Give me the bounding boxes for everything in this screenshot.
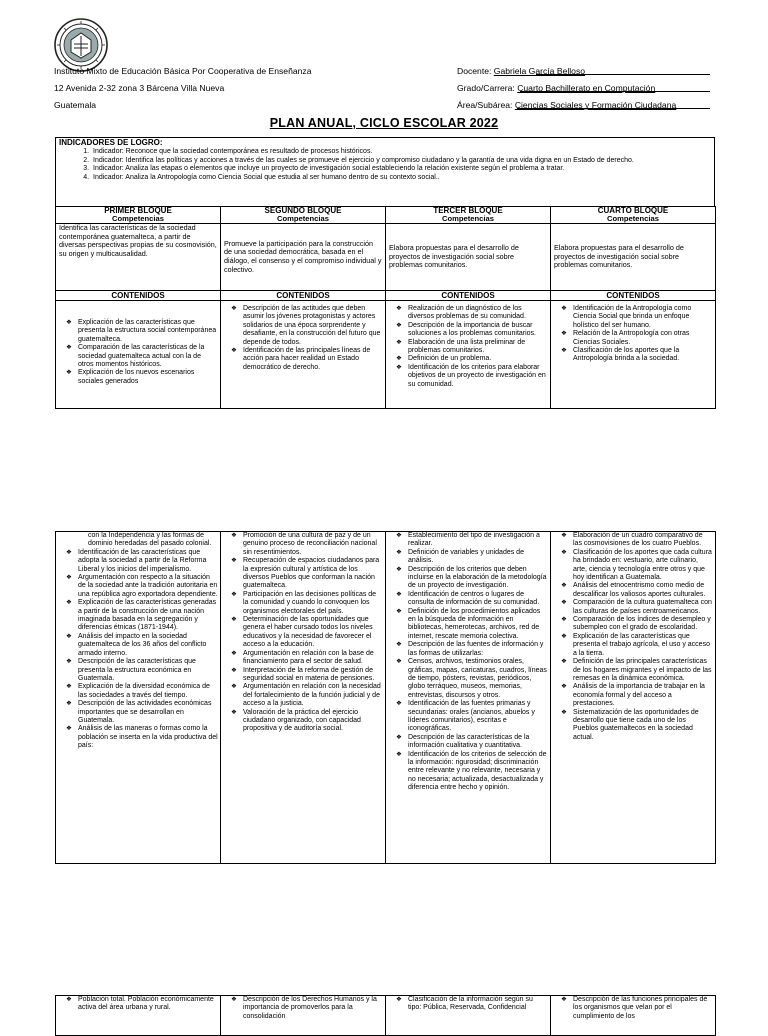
area-value: Ciencias Sociales y Formación Ciudadana [514, 100, 677, 110]
grado-value: Cuarto Bachillerato en Computación [517, 83, 656, 93]
contenido-item: ❖ Descripción de las características de la información cualitativa y cuantitativa. [408, 734, 548, 751]
bloque-heading: TERCER BLOQUE [386, 207, 551, 216]
contenidos-list [58, 549, 218, 751]
contenido-item: ❖ Realización de un diagnóstico de los diversos problemas de su comunidad. [408, 305, 548, 322]
grado-row [457, 83, 655, 94]
contenidos-cell [551, 301, 716, 409]
contenido-item: ❖ Promoción de una cultura de paz y de un genuino proceso de reconciliación nacional sin resentimientos. [243, 532, 383, 557]
contenidos-list [58, 996, 218, 1013]
bloque-heading: CUARTO BLOQUE [551, 207, 716, 216]
grado-underline [520, 91, 710, 92]
contenido-item: ❖ Clasificación de la información según su tipo: Pública, Reservada, Confidencial [408, 996, 548, 1013]
contenido-item: ❖ Población total. Población económicamente activa del área urbana y rural. [78, 996, 218, 1013]
contenidos-label: CONTENIDOS [221, 291, 386, 301]
contenidos-cell [56, 996, 221, 1036]
contenidos-cell [221, 996, 386, 1036]
contenidos-label: CONTENIDOS [551, 291, 716, 301]
bloque-heading: SEGUNDO BLOQUE [221, 207, 386, 216]
contenidos-list [223, 996, 383, 1021]
contenido-item: ❖ Definición de variables y unidades de análisis. [408, 549, 548, 566]
competencia-text: Promueve la participación para la construcción de una sociedad democrática, basada en el diálogo, el consenso y el compromiso individual y colectivo. [221, 224, 386, 291]
indicador-item: 2. Indicador: Identifica las políticas y acciones a través de las cuales se promueve el ejercicio y compromiso ciudadano y la garantía de una vida digna en un Estado de derecho. [91, 157, 711, 165]
contenidos-list [553, 305, 713, 364]
indicadores-table [55, 137, 715, 207]
contenidos-cell [56, 532, 221, 864]
indicador-item: 1. Indicador: Reconoce que la sociedad contemporánea es resultado de procesos históricos. [91, 148, 711, 156]
area-label: Área/Subárea: [457, 100, 513, 110]
indicador-item: 3. Indicador: Analiza las etapas o elementos que incluye un proyecto de investigación social estableciendo la relación existente según el problema a tratar. [91, 165, 711, 173]
contenido-item: ❖ Argumentación en relación con la base de financiamiento para el sector de salud. [243, 650, 383, 667]
contenido-item: ❖ Argumentación con respecto a la situación de la sociedad ante la tradición autoritaria en una república agro exportadora dependiente. [78, 574, 218, 599]
competencias-label: Competencias [56, 215, 221, 224]
contenidos-cell [386, 301, 551, 409]
contenido-item: ❖ Análisis del impacto en la sociedad guatemalteca de los 36 años del conflicto armado interno. [78, 633, 218, 658]
contenido-item: ❖ Identificación de los criterios para elaborar objetivos de un proyecto de investigación en su comunidad. [408, 364, 548, 389]
indicador-item: 4. Indicador: Analiza la Antropología como Ciencia Social que estudia al ser humano dentro de su contexto social.. [91, 174, 711, 182]
contenido-item: ❖ Explicación de las características que presenta la estructura social contemporánea guatemalteca. [78, 319, 218, 344]
contenido-item: ❖ Elaboración de un cuadro comparativo de las cosmovisiones de los cuatro Pueblos. [573, 532, 713, 549]
continued-text: con la Independencia y las formas de dominio heredadas del pasado colonial. [88, 532, 212, 548]
contenido-item: ❖ Identificación de las fuentes primarias y secundarias: orales (ancianos, abuelos y líderes comunitarios), escritas e iconográficas. [408, 700, 548, 734]
competencia-text: Elabora propuestas para el desarrollo de proyectos de investigación social sobre problemas comunitarios. [551, 224, 716, 291]
contenidos-list [553, 532, 713, 742]
contenido-item: ❖ Identificación de las principales líneas de acción para hacer realidad un Estado democrático de derecho. [243, 347, 383, 372]
contenido-item: ❖ Participación en las decisiones políticas de la comunidad y cuando lo convoquen los organismos electorales del país. [243, 591, 383, 616]
contenido-item: ❖ Descripción de los criterios que deben incluirse en la elaboración de la metodología de un proyecto de investigación. [408, 566, 548, 591]
contenido-item: ❖ Identificación de la Antropología como Ciencia Social que brinda un enfoque holístico del ser humano. [573, 305, 713, 330]
contenido-item: ❖ Descripción de las funciones principales de los organismos que velan por el cumplimiento de los [573, 996, 713, 1021]
contenidos-list [388, 305, 548, 389]
contenidos-list [388, 996, 548, 1013]
contenido-item: ❖ Clasificación de los aportes que la Antropología brinda a la sociedad. [573, 347, 713, 364]
contenidos-table-page3 [55, 995, 716, 1036]
bloques-table-page1 [55, 206, 716, 409]
contenido-item: ❖ Descripción de las características que presenta la estructura económica en Guatemala. [78, 658, 218, 683]
contenido-item: ❖ Descripción de la importancia de buscar soluciones a los problemas comunitarios. [408, 322, 548, 339]
contenidos-list [223, 532, 383, 734]
contenido-item: ❖ Identificación de las características que adopta la sociedad a partir de la Reforma Liberal y los inicios del imperialismo. [78, 549, 218, 574]
document-title: PLAN ANUAL, CICLO ESCOLAR 2022 [269, 116, 499, 130]
contenido-item: ❖ Comparación de los índices de desempleo y subempleo con el grado de escolaridad. [573, 616, 713, 633]
indicadores-cell [56, 138, 715, 207]
contenido-item: ❖ Sistematización de las oportunidades de desarrollo que tiene cada uno de los Pueblos guatemaltecos en la sociedad actual. [573, 709, 713, 743]
contenidos-cell [221, 301, 386, 409]
contenido-item: ❖ Descripción de las actividades económicas importantes que se desarrollan en Guatemala. [78, 700, 218, 725]
contenido-item: ❖ Explicación de los nuevos escenarios sociales generados [78, 369, 218, 386]
contenido-item: ❖ Interpretación de la reforma de gestión de seguridad social en materia de pensiones. [243, 667, 383, 684]
institution-address: 12 Avenida 2-32 zona 3 Bárcena Villa Nueva [54, 83, 225, 93]
contenidos-cell [386, 532, 551, 864]
contenidos-list [223, 305, 383, 372]
contenido-item: ❖ Recuperación de espacios ciudadanos para la expresión cultural y artística de los diversos Pueblos que conforman la nación guatemalteca. [243, 557, 383, 591]
contenidos-cell [56, 301, 221, 409]
contenido-item: ❖ Explicación de las características generadas a partir de la construcción de una nación imaginada basada en la segregación y diferencias étnicas (1871-1944). [78, 599, 218, 633]
area-underline [517, 108, 710, 109]
docente-underline [536, 74, 710, 75]
contenido-item: ❖ Descripción de los Derechos Humanos y la importancia de promoverlos para la consolidación [243, 996, 383, 1021]
contenido-item: ❖ Establecimiento del tipo de investigación a realizar. [408, 532, 548, 549]
contenido-item: ❖ Análisis de la importancia de trabajar en la economía formal y del acceso a prestaciones. [573, 683, 713, 708]
competencia-text: Identifica las características de la sociedad contemporánea guatemalteca, a partir de diversas perspectivas propias de su cosmovisión, su origen y multicausalidad. [56, 224, 221, 291]
competencias-label: Competencias [221, 215, 386, 224]
contenido-item: ❖ Explicación de las características que presenta el trabajo agrícola, el uso y acceso a la tierra. [573, 633, 713, 658]
contenido-item: ❖ Descripción de las actitudes que deben asumir los jóvenes protagonistas y actores solidarios de una época sorprendente y desafiante, en la construcción del futuro que depende de todos. [243, 305, 383, 347]
institution-city: Guatemala [54, 100, 97, 110]
contenidos-list [553, 996, 713, 1021]
contenido-item: ❖ Descripción de las fuentes de información y las formas de utilizarlas: [408, 641, 548, 658]
contenido-item: ❖ Valoración de la práctica del ejercicio ciudadano organizado, con capacidad propositiva y de auditoría social. [243, 709, 383, 734]
contenido-item: ❖ Elaboración de una lista preliminar de problemas comunitarios. [408, 339, 548, 356]
indicadores-list [59, 148, 711, 182]
indicadores-heading: INDICADORES DE LOGRO: [59, 138, 163, 147]
contenido-item: ❖ Explicación de la diversidad económica de las sociedades a través del tiempo. [78, 683, 218, 700]
competencia-text: Elabora propuestas para el desarrollo de proyectos de investigación social sobre problemas comunitarios. [386, 224, 551, 291]
institution-seal-logo [54, 18, 108, 72]
competencias-label: Competencias [551, 215, 716, 224]
contenidos-cell [221, 532, 386, 864]
grado-label: Grado/Carrera: [457, 83, 515, 93]
contenido-item: ❖ Definición de los procedimientos aplicados en la búsqueda de información en bibliotecas, hemerotecas, archivos, red de internet, rescate memoria colectiva. [408, 608, 548, 642]
contenido-item: ❖ Análisis de las maneras o formas como la población se inserta en la vida productiva del país: [78, 725, 218, 750]
contenido-item: ❖ Definición de un problema. [408, 355, 548, 363]
contenido-item: ❖ Relación de la Antropología con otras Ciencias Sociales. [573, 330, 713, 347]
contenido-item: ❖ Identificación de centros o lugares de consulta de información de su comunidad. [408, 591, 548, 608]
contenido-item: ❖ Clasificación de los aportes que cada cultura ha brindado en: vestuario, arte culinario, arte, ciencia y tecnología entre otros y que hoy identifican a Guatemala. [573, 549, 713, 583]
area-row [457, 100, 676, 111]
docente-row [457, 66, 585, 77]
contenidos-label: CONTENIDOS [56, 291, 221, 301]
contenido-item: ❖ Argumentación en relación con la necesidad del fortalecimiento de la función judicial y de acceso a la justicia. [243, 683, 383, 708]
docente-label: Docente: [457, 66, 492, 76]
contenido-item: ❖ Comparación de las características de la sociedad guatemalteca actual con la de otros momentos históricos. [78, 344, 218, 369]
contenido-item: ❖ Comparación de la cultura guatemalteca con las culturas de países centroamericanos. [573, 599, 713, 616]
contenidos-list [388, 532, 548, 793]
contenidos-table-page2 [55, 531, 716, 864]
docente-value: Gabriela García Belloso [493, 66, 586, 76]
contenidos-list [58, 319, 218, 386]
institution-name: Instituto Mixto de Educación Básica Por Cooperativa de Enseñanza [54, 66, 312, 76]
contenidos-cell [551, 996, 716, 1036]
contenido-item: ❖ Censos, archivos, testimonios orales, gráficas, mapas, caricaturas, cuadros, líneas de tiempo, pósters, revistas, periódicos, globo terráqueo, museos, memorias, entrevistas, discursos y otros. [408, 658, 548, 700]
bloque-heading: PRIMER BLOQUE [56, 207, 221, 216]
contenidos-cell [386, 996, 551, 1036]
contenidos-label: CONTENIDOS [386, 291, 551, 301]
contenido-item: ❖ Análisis del etnocentrismo como medio de descalificar los valiosos aportes culturales. [573, 582, 713, 599]
contenidos-cell [551, 532, 716, 864]
contenido-item: ❖ Determinación de las oportunidades que genera el haber cursado todos los niveles educativos y la necesidad de favorecer el acceso a la educación. [243, 616, 383, 650]
competencias-label: Competencias [386, 215, 551, 224]
contenido-item: ❖ Definición de las principales características de los hogares migrantes y el impacto de las remesas en la dinámica económica. [573, 658, 713, 683]
contenido-item: ❖ Identificación de los criterios de selección de la información: rigurosidad; discriminación entre relevante y no relevante, necesaria y no necesaria; actualizada, desactualizada y diferencia entre hecho y opinión. [408, 751, 548, 793]
